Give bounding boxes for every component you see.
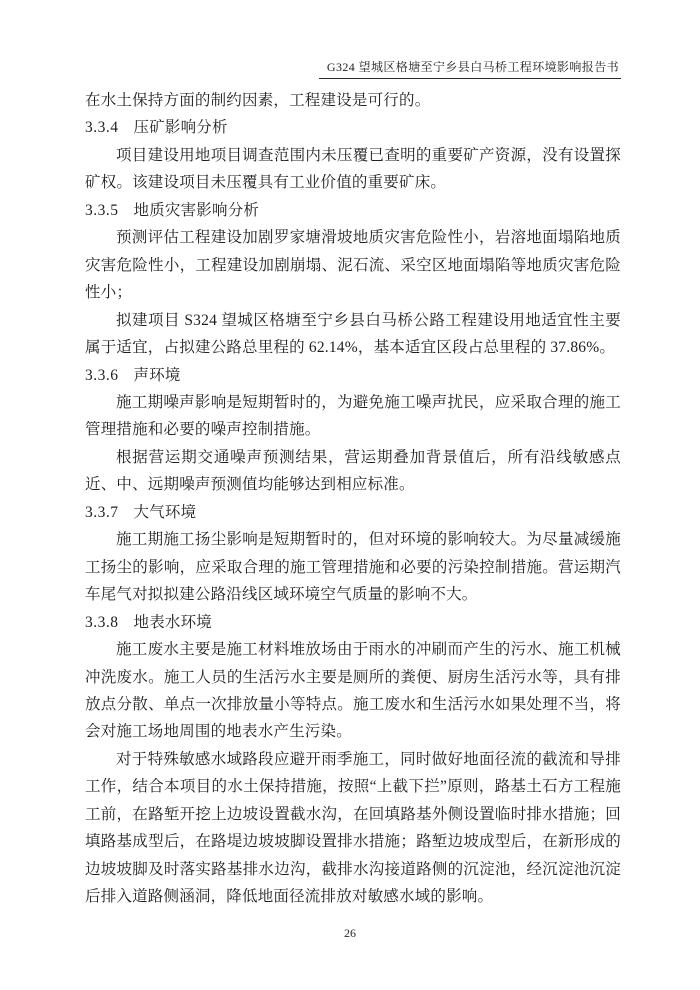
section-number: 3.3.7 [85,503,119,521]
section-title: 压矿影响分析 [133,119,228,137]
body-paragraph: 拟建项目 S324 望城区格塘至宁乡县白马桥公路工程建设用地适宜性主要属于适宜，占拟建公路总里程的 62.14%，基本适宜区段占总里程的 37.86%。 [85,311,621,357]
section-number: 3.3.5 [85,201,119,219]
body-paragraph: 施工废水主要是施工材料堆放场由于雨水的冲刷而产生的污水、施工机械冲洗废水。施工人员的生活污水主要是厕所的粪便、厨房生活污水等，具有排放点分散、单点一次排放量小等特点。施工废水和生活污水如果处理不当，将会对施工场地周围的地表水产生污染。 [85,641,621,741]
section-heading-3-3-6 [85,362,621,389]
section-heading-3-3-7 [85,499,621,526]
body-paragraph: 预测评估工程建设加剧罗家塘滑坡地质灾害危险性小，岩溶地面塌陷地质灾害危险性小，工程建设加剧崩塌、泥石流、采空区地面塌陷等地质灾害危险性小； [85,229,621,302]
body-paragraph: 项目建设用地项目调查范围内未压覆已查明的重要矿产资源，没有设置探矿权。该建设项目未压覆具有工业价值的重要矿床。 [85,146,621,192]
section-number: 3.3.4 [85,119,119,137]
section-number: 3.3.6 [85,366,119,384]
section-title: 地质灾害影响分析 [133,201,260,219]
running-header [85,58,621,79]
running-header-title: G324 望城区格塘至宁乡县白马桥工程环境影响报告书 [319,58,621,79]
page-footer [0,926,700,941]
page-number: 26 [344,926,356,940]
section-number: 3.3.8 [85,613,119,631]
section-title: 声环境 [133,366,181,384]
document-body [85,87,621,911]
body-paragraph: 施工期噪声影响是短期暂时的，为避免施工噪声扰民，应采取合理的施工管理措施和必要的噪声控制措施。 [85,393,621,439]
section-heading-3-3-4 [85,114,621,141]
section-title: 大气环境 [133,503,197,521]
body-paragraph: 在水土保持方面的制约因素，工程建设是可行的。 [85,92,431,109]
body-paragraph: 对于特殊敏感水域路段应避开雨季施工，同时做好地面径流的截流和导排工作，结合本项目的水土保持措施，按照“上截下拦”原则，路基土石方工程施工前，在路堑开挖上边坡设置截水沟，在回填路基外侧设置临时排水措施；回填路基成型后，在路堤边坡坡脚设置排水措施；路堑边坡成型后，在新形成的边坡坡脚及时落实路基排水边沟，截排水沟接道路侧的沉淀池，经沉淀池沉淀后排入道路侧涵洞，降低地面径流排放对敏感水域的影响。 [85,750,621,906]
section-heading-3-3-5 [85,197,621,224]
section-heading-3-3-8 [85,609,621,636]
section-title: 地表水环境 [133,613,213,631]
body-paragraph: 施工期施工扬尘影响是短期暂时的，但对环境的影响较大。为尽量减缓施工扬尘的影响，应采取合理的施工管理措施和必要的污染控制措施。营运期汽车尾气对拟拟建公路沿线区域环境空气质量的影响不大。 [85,531,621,604]
body-paragraph: 根据营运期交通噪声预测结果，营运期叠加背景值后，所有沿线敏感点近、中、远期噪声预测值均能够达到相应标准。 [85,448,621,494]
